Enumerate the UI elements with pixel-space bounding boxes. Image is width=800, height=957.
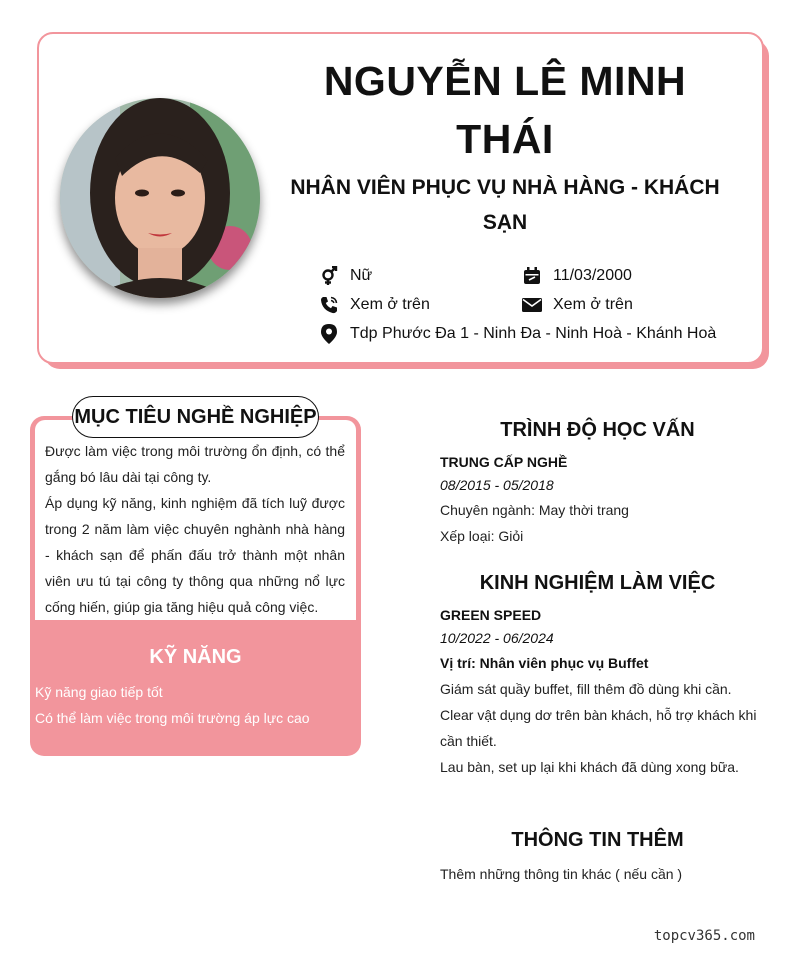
- candidate-name: NGUYỄN LÊ MINH THÁI: [323, 58, 687, 162]
- additional-text: Thêm những thông tin khác ( nếu cần ): [440, 866, 683, 882]
- gender-row: [318, 265, 372, 287]
- education-grade: Xếp loại: Giỏi: [440, 528, 524, 544]
- address-row: [318, 323, 716, 345]
- gender-value: Nữ: [350, 267, 373, 284]
- experience-company: GREEN SPEED: [440, 607, 542, 623]
- experience-period: 10/2022 - 06/2024: [440, 630, 554, 646]
- experience-duty: Clear vật dụng dơ trên bàn khách, hỗ trợ khách khi cần thiết.: [440, 707, 757, 749]
- email-value: Xem ở trên: [553, 296, 633, 313]
- experience-heading: KINH NGHIỆM LÀM VIỆC: [479, 572, 716, 594]
- avatar: [60, 98, 260, 298]
- objective-paragraph-1: Được làm việc trong môi trường ổn định, có thể gắng bó lâu dài tại công ty.: [45, 443, 345, 485]
- birthday-value: 11/03/2000: [553, 267, 632, 284]
- education-heading: TRÌNH ĐỘ HỌC VẤN: [500, 419, 695, 441]
- phone-row: [318, 294, 430, 316]
- additional-heading: THÔNG TIN THÊM: [511, 829, 684, 851]
- objective-text: [45, 438, 345, 620]
- phone-value: Xem ở trên: [350, 296, 430, 313]
- education-period: 08/2015 - 05/2018: [440, 477, 554, 493]
- email-row: [521, 294, 633, 316]
- address-value: Tdp Phước Đa 1 - Ninh Đa - Ninh Hoà - Khánh Hoà: [350, 325, 717, 342]
- calendar-icon: [521, 265, 543, 287]
- objective-paragraph-2: Áp dụng kỹ năng, kinh nghiệm đã tích luỹ được trong 2 năm làm việc chuyên nghành nhà hàng - khách sạn để phấn đấu trở thành một nhân viên ưu tú tại công ty thông qua những nổ lực cống hiến, giúp gia tăng hiệu quả công việc.: [45, 495, 345, 615]
- education-major: Chuyên ngành: May thời trang: [440, 502, 629, 518]
- watermark: topcv365.com: [653, 928, 755, 944]
- experience-duty: Giám sát quầy buffet, fill thêm đồ dùng khi cần.: [440, 681, 732, 697]
- location-pin-icon: [318, 323, 340, 345]
- gender-icon: [318, 265, 340, 287]
- skill-item: Kỹ năng giao tiếp tốt: [35, 684, 163, 700]
- phone-icon: [318, 294, 340, 316]
- experience-duty: Lau bàn, set up lại khi khách đã dùng xong bữa.: [440, 759, 739, 775]
- envelope-icon: [521, 294, 543, 316]
- job-title: NHÂN VIÊN PHỤC VỤ NHÀ HÀNG - KHÁCH SẠN: [290, 176, 720, 234]
- education-school: TRUNG CẤP NGHỀ: [440, 454, 568, 470]
- birthday-row: [521, 265, 632, 287]
- skills-heading: KỸ NĂNG: [149, 646, 242, 668]
- objective-heading: MỤC TIÊU NGHỀ NGHIỆP: [72, 396, 319, 438]
- experience-position: Vị trí: Nhân viên phục vụ Buffet: [440, 655, 649, 671]
- skill-item: Có thể làm việc trong môi trường áp lực cao: [35, 710, 310, 726]
